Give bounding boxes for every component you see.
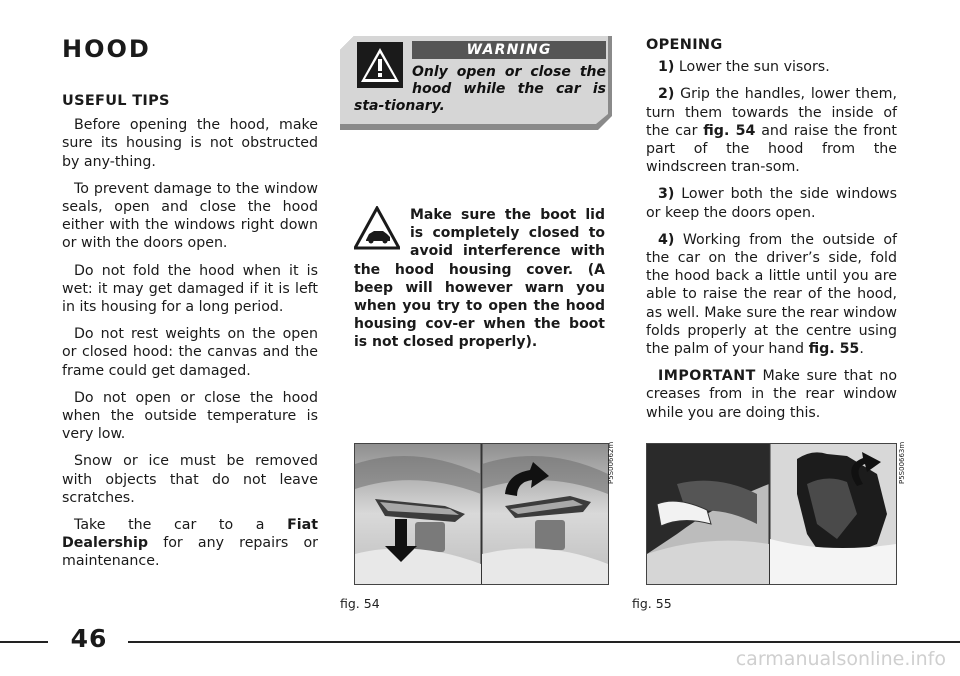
step-text: . [859, 341, 864, 358]
warning-label: WARNING [412, 41, 606, 59]
step-text: and raise the front part of the hood from the windscreen tran-som. [646, 122, 897, 176]
step-number: 2) [658, 86, 675, 103]
page-number: 46 [70, 624, 108, 653]
page-title: HOOD [62, 35, 151, 63]
step-1 [646, 58, 897, 76]
handle-illustration [355, 444, 608, 584]
figure-54-image [354, 443, 609, 585]
step-3 [646, 185, 897, 221]
hood-fold-illustration [647, 444, 896, 584]
warning-text: Only open or close the hood while the car is sta-tionary. [354, 64, 606, 114]
figure-ref: fig. 54 [703, 122, 756, 139]
boot-note-text: Make sure the boot lid is completely closed to avoid interference with the hood housing cover. (A beep will however warn you when you try to open the hood housing cov-er when the boot is not closed properly). [354, 207, 605, 351]
step-4 [646, 231, 897, 358]
figure-54-code: P5S00662m [607, 441, 615, 484]
warning-box [340, 36, 612, 133]
text-span: for any repairs or maintenance. [62, 535, 318, 570]
figure-ref: fig. 55 [808, 341, 860, 358]
section-subtitle: USEFUL TIPS [62, 93, 170, 109]
tip-paragraph: Do not fold the hood when it is wet: it may get damaged if it is left in its housing for a long period. [62, 262, 318, 316]
warning-text-block [354, 64, 606, 115]
tip-paragraph: Snow or ice must be removed with objects that do not leave scratches. [62, 453, 318, 506]
footer-rule-right [128, 641, 960, 643]
tip-paragraph: Do not open or close the hood when the outside temperature is very low. [62, 389, 318, 443]
step-text: Working from the outside of the car on the driver’s side, fold the hood back a little until you are able to raise the rear of the hood, as well. Make sure the rear window folds properly at the centre using the palm of your hand [646, 231, 897, 358]
step-number: 1) [658, 59, 675, 76]
important-note [646, 367, 897, 422]
step-number: 3) [658, 186, 675, 203]
important-label: IMPORTANT [658, 368, 756, 385]
tip-paragraph: Before opening the hood, make sure its housing is not obstructed by any-thing. [62, 117, 318, 170]
opening-heading: OPENING [646, 37, 723, 53]
boot-note [354, 206, 605, 352]
footer-rule-left [0, 641, 48, 643]
step-text: Grip the handles, lower them, turn them towards the inside of the car [646, 86, 897, 139]
step-text: Lower both the side windows or keep the doors open. [646, 186, 897, 221]
figure-55-caption: fig. 55 [632, 596, 672, 611]
text-span: Take the car to a [74, 517, 288, 534]
car-warning-icon [354, 206, 400, 250]
step-2 [646, 85, 897, 176]
float-spacer [354, 64, 412, 98]
watermark-text: carmanualsonline.info [735, 648, 946, 670]
tip-paragraph: Do not rest weights on the open or closed hood: the canvas and the frame could get damaged. [62, 326, 318, 379]
step-number: 4) [658, 231, 675, 248]
important-text: Make sure that no creases from in the rear window while you are doing this. [646, 368, 897, 421]
tip-paragraph: To prevent damage to the window seals, open and close the hood either with the windows right down or with the doors open. [62, 180, 318, 252]
tip-paragraph-dealership [62, 516, 318, 571]
dealership-link-text: Fiat Dealership [62, 517, 318, 552]
right-column [646, 36, 897, 431]
figure-54-caption: fig. 54 [340, 596, 380, 611]
figure-55-image [646, 443, 897, 585]
float-spacer [354, 206, 410, 256]
figure-55-code: P5S00663m [898, 441, 906, 484]
left-column [62, 36, 318, 580]
step-text: Lower the sun visors. [678, 59, 830, 76]
